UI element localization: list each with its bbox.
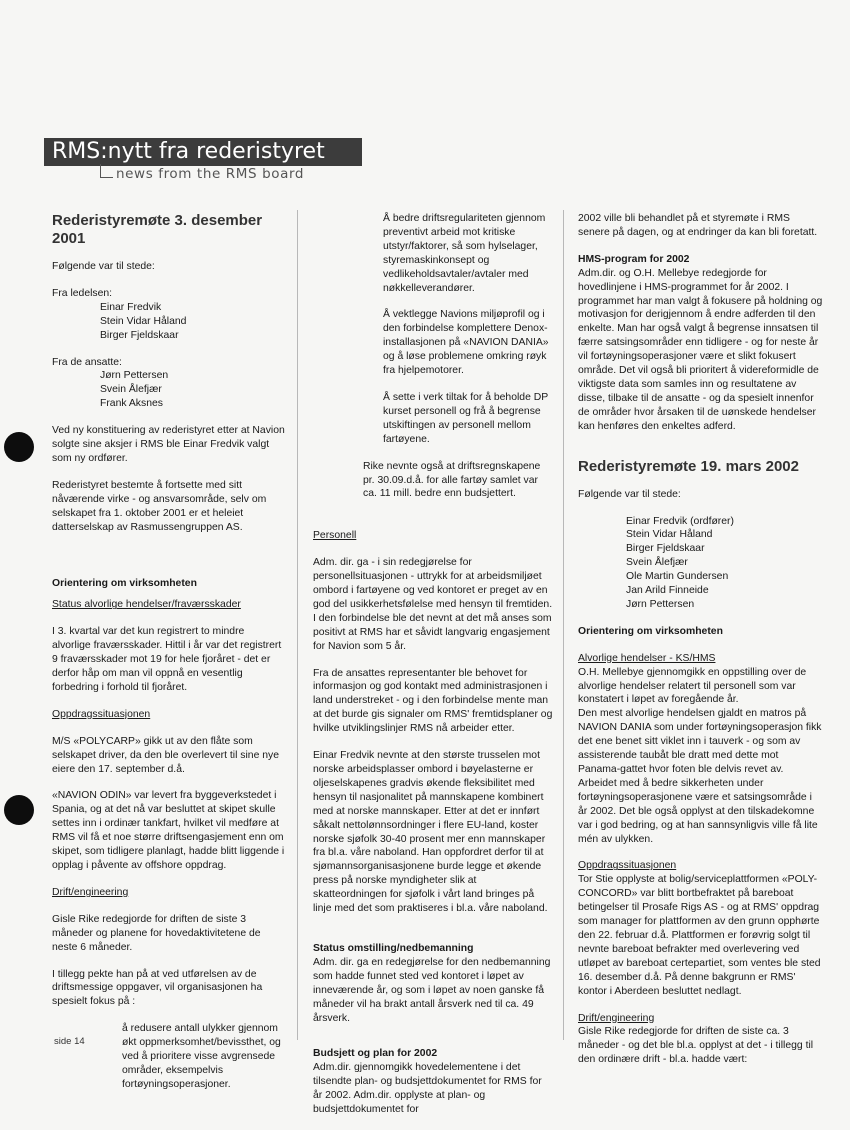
list-item: Jan Arild Finneide	[626, 585, 709, 597]
subsection-heading: Oppdragssituasjonen	[52, 708, 151, 720]
list-item: Jørn Pettersen	[100, 370, 169, 382]
subsection-heading: Alvorlige hendelser - KS/HMS	[578, 652, 716, 664]
indented-paragraph: Å vektlegge Navions miljøprofil og i den forbindelse komplettere Denox-installasjonen på «NAVION DANIA» og å løse problemene omkring røyk fra hjelpemotorer.	[383, 309, 549, 377]
meeting-heading-dec-2001: Rederistyremøte 3. desember 2001	[52, 212, 263, 247]
present-intro: Følgende var til stede:	[578, 488, 681, 500]
present-intro: Følgende var til stede:	[52, 261, 155, 272]
section-heading: Status omstilling/nedbemanning	[313, 942, 474, 954]
paragraph: Adm. dir. ga - i sin redegjørelse for personellsituasjonen - uttrykk for at arbeidsmiljøet ombord i fartøyene og ved kontoret er preget av en god del usikkerhetsfølelse med hensyn til fremtiden. I den forbindelse ble det nevnt at det må anses som positivt at RMS har et såvidt langvarig engasjement for Navion som 5 år.	[313, 557, 553, 652]
paragraph: Ved ny konstituering av rederistyret etter at Navion solgte sine aksjer i RMS ble Einar Fredvik valgt som ny ordfører.	[52, 425, 285, 464]
list-item: Jørn Pettersen	[626, 598, 695, 610]
paragraph: Gisle Rike redegjorde for driften de siste 3 måneder og planene for hovedaktivitetene de neste 6 måneder.	[52, 913, 261, 953]
section-heading: Orientering om virksomheten	[578, 625, 723, 637]
leadership-label: Fra ledelsen:	[52, 287, 113, 299]
paragraph: Fra de ansattes representanter ble behovet for informasjon og god kontakt med administrasjonen i land understreket - og i den forbindelse mente man at det burde gis signaler om RMS' fremtidsplaner og hvilke utviklingslinjer RMS nå arbeider etter.	[313, 667, 553, 735]
paragraph: O.H. Mellebye gjennomgikk en oppstilling over de alvorlige hendelser relatert til personell som var konstatert i løpet av foregående år.	[578, 666, 807, 706]
paragraph: Adm.dir. gjennomgikk hovedelementene i det tilsendte plan- og budsjettdokumentet for RMS for år 2002. Adm.dir. opplyste at plan- og budsjettdokumentet for	[313, 1062, 542, 1116]
paragraph: M/S «POLYCARP» gikk ut av den flåte som selskapet driver, da den ble overlevert til sine nye eiere den 17. september d.å.	[52, 735, 279, 775]
paragraph: 2002 ville bli behandlet på et styremøte i RMS senere på dagen, og at endringer da kan bli foretatt.	[578, 213, 818, 238]
list-item: Frank Aksnes	[100, 398, 163, 410]
paragraph: I 3. kvartal var det kun registrert to mindre alvorlige fraværsskader. Hittil i år var det registrert 9 fraværsskader mot 19 for hele fjoråret - det er derfor håp om man vil oppnå en vesentlig forbedring i forhold til fjoråret.	[52, 626, 282, 693]
list-item: Stein Vidar Håland	[626, 529, 713, 541]
paragraph: Tor Stie opplyste at bolig/serviceplattformen «POLY-CONCORD» var blitt bortbefraktet på bareboat betingelser til Prosafe Rigs AS - og at RMS' oppdrag som manager for plattformen av den grunn opphørte den 22. februar d.å. Plattformen er forøvrig solgt til nevnte bareboat befrakter med overlevering ved utløpet av bareboat certepartiet, som ventes ble sted 16. desember d.å. På denne bakgrunn er RMS' kontor i Aberdeen besluttet nedlagt.	[578, 874, 821, 997]
indented-paragraph: Å sette i verk tiltak for å beholde DP kurset personell og frå å begrense utskiftingen av personell mellom fartøyene.	[383, 391, 548, 445]
column-3	[578, 212, 823, 1067]
column-divider-2	[563, 210, 564, 1040]
punch-hole-top	[4, 432, 34, 462]
paragraph: Den mest alvorlige hendelsen gjaldt en matros på NAVION DANIA som under fortøyningsoperasjon fikk det ene benet sitt viklet inn i tauverk - og som av assisterende taubåt ble dratt med dette mot Panama-gattet hvor foten ble delvis revet av. Arbeidet med å bedre sikkerheten under fortøyningsoperasjonene være et satsingsområde i år 2002. Det ble også opplyst at den tilskadekomne var i god bedring, og at han sannsynligvis ville få lite mén av ulykken.	[578, 708, 822, 845]
indented-paragraph: Å bedre driftsregulariteten gjennom preventivt arbeid mot kritiske utstyr/faktorer, så som hylselager, styremaskinkonsept og vedlikeholdsavtaler/avtaler med nøkkelleverandører.	[383, 213, 546, 294]
list-item: Stein Vidar Håland	[100, 315, 187, 327]
section-heading: Budsjett og plan for 2002	[313, 1048, 438, 1060]
paragraph: Rederistyret bestemte å fortsette med sitt nåværende virke - og ansvarsområde, selv om selskapet fra 1. oktober 2001 er et heleiet datterselskap av Rasmussengruppen AS.	[52, 479, 267, 533]
list-item: Birger Fjeldskaar	[626, 543, 705, 555]
column-1	[52, 212, 285, 1105]
list-item: Ole Martin Gundersen	[626, 571, 729, 583]
indented-paragraph: å redusere antall ulykker gjennom økt oppmerksomhet/bevissthet, og ved å prioritere visse avgrensede områder, eksempelvis fortøyningsoperasjoner.	[122, 1023, 281, 1090]
punch-hole-bottom	[4, 795, 34, 825]
page-number: side 14	[54, 1036, 85, 1047]
employees-label: Fra de ansatte:	[52, 356, 122, 368]
paragraph: Einar Fredvik nevnte at den største trusselen mot norske arbeidsplasser ombord i bøyelasterne er oljeselskapenes gradvis økende fleksibilitet med hensyn til nasjonalitet på mannskapene kombinert med at norske mannskaper. Etter at det er innført såkalt nettolønnsordninger i flere EU-land, koster norske sjøfolk 30-40 prosent mer enn mannskaper fra bl.a. våre naboland. Han oppfordret derfor til at sjømannsorganisasjonene burde legge et økende press på norske myndigheter slik at skatteordningen for sjøfolk i vårt land bringes på linje med det som praktiseres i bl.a. våre naboland.	[313, 750, 548, 915]
paragraph: Adm.dir. og O.H. Mellebye redegjorde for hovedlinjene i HMS-programmet for år 2002. I programmet har man valgt å fokusere på holdning og motivasjon for derigjennom å endre adferden til den enkelte. Man har også valgt å begrense innsatsen til færre satsingsområder enn tidligere - og for neste år vil fortøyningsoperasjoner være et slikt fokusert område. Det vil også bli prioritert å videreformidle de viktigste data som samles inn og resultatene av disse, tilbake til de ansatte - og da spesielt innenfor de områder hvor årsaken til de uønskede hendelser kan henføres den enkeltes adferd.	[578, 267, 823, 432]
paragraph: Gisle Rike redegjorde for driften de siste ca. 3 måneder - og det ble bl.a. opplyst at det - i tillegg til den ordinære drift - bl.a. hadde vært:	[578, 1026, 814, 1066]
leadership-list	[52, 301, 285, 343]
subsection-heading: Drift/engineering	[52, 886, 129, 898]
section-heading: Orientering om virksomheten	[52, 577, 197, 589]
paragraph: Rike nevnte også at driftsregnskapene pr. 30.09.d.å. for alle fartøy samlet var ca. 11 mill. bedre enn budsjettert.	[363, 460, 541, 500]
paragraph: I tillegg pekte han på at ved utførelsen av de driftsmessige oppgaver, vil organisasjonen ha spesielt fokus på :	[52, 968, 263, 1008]
list-item: Svein Ålefjær	[626, 557, 688, 569]
subsection-heading: Status alvorlige hendelser/fraværsskader	[52, 599, 241, 611]
list-item: Einar Fredvik (ordfører)	[626, 515, 734, 527]
list-item: Birger Fjeldskaar	[100, 329, 179, 341]
meeting-heading-mar-2002: Rederistyremøte 19. mars 2002	[578, 457, 799, 475]
paragraph: «NAVION ODIN» var levert fra byggeverkstedet i Spania, og at det nå var besluttet at skipet skulle settes inn i ordinær tankfart, hvilket vil medføre at RMS vil få et noe større driftsengasjement enn om skipet, som tidligere planlagt, hadde blitt liggende i opplag i påvente av offshore oppdrag.	[52, 790, 285, 871]
attendees-list	[578, 515, 823, 612]
employees-list	[52, 369, 285, 411]
list-item: Svein Ålefjær	[100, 384, 162, 396]
page-subtitle: news from the RMS board	[116, 166, 305, 182]
paragraph: Adm. dir. ga en redegjørelse for den nedbemanning som hadde funnet sted ved kontoret i løpet av inneværende år, og som i løpet av noen ganske få måneder vil ha brakt antall årsverk ned til ca. 49 årsverk.	[313, 956, 551, 1024]
subtitle-elbow	[100, 164, 113, 178]
subsection-heading: Oppdragssituasjonen	[578, 860, 677, 872]
subsection-heading: Drift/engineering	[578, 1012, 655, 1024]
column-2	[313, 212, 553, 1130]
section-heading: HMS-program for 2002	[578, 253, 690, 265]
page-banner: RMS:nytt fra rederistyret	[44, 138, 362, 166]
subsection-heading: Personell	[313, 530, 357, 542]
list-item: Einar Fredvik	[100, 301, 162, 313]
column-divider-1	[297, 210, 298, 1040]
